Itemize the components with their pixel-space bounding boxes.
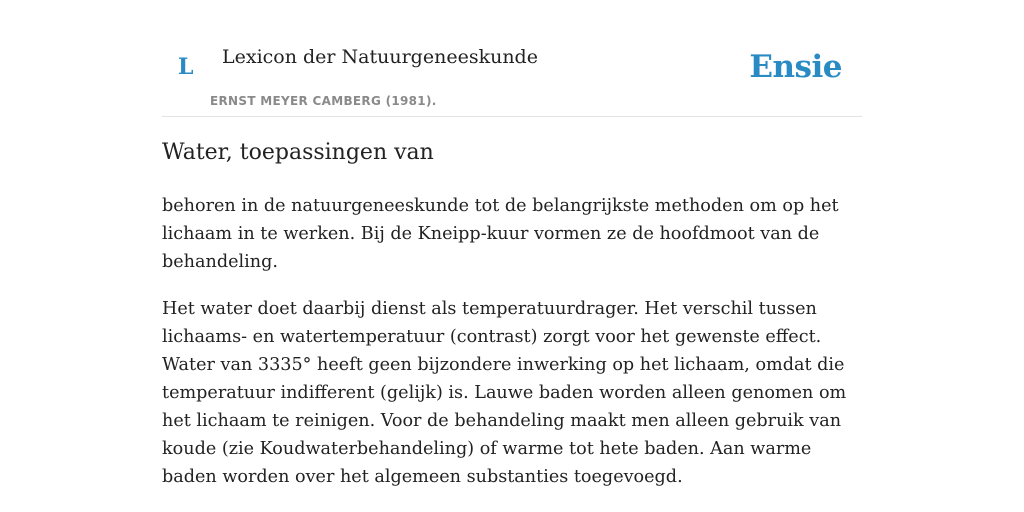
page-container: [162, 0, 862, 487]
book-header: [162, 0, 862, 117]
ensie-logo[interactable]: Ensie: [749, 49, 842, 85]
book-title[interactable]: Lexicon der Natuurgeneeskunde: [222, 46, 538, 68]
entry-paragraph: behoren in de natuurgeneeskunde tot de belangrijkste methoden om op het lichaam in te werken. Bij de Kneipp-kuur vormen ze de hoofdmoot van de behandeling.: [162, 196, 839, 272]
book-logo-letter[interactable]: L: [178, 54, 194, 80]
entry-title: Water, toepassingen van: [162, 140, 434, 165]
entry-body: [162, 192, 862, 510]
book-author: ERNST MEYER CAMBERG (1981).: [210, 94, 437, 108]
entry-paragraph: Het water doet daarbij dienst als temperatuurdrager. Het verschil tussen lichaams- en watertemperatuur (contrast) zorgt voor het gewenste effect. Water van 3335° heeft geen bijzondere inwerking op het lichaam, omdat die temperatuur indifferent (gelijk) is. Lauwe baden worden alleen genomen om het lichaam te reinigen. Voor de behandeling maakt men alleen gebruik van koude (zie Koudwaterbehandeling) of warme tot hete baden. Aan warme baden worden over het algemeen substanties toegevoegd.: [162, 299, 847, 487]
